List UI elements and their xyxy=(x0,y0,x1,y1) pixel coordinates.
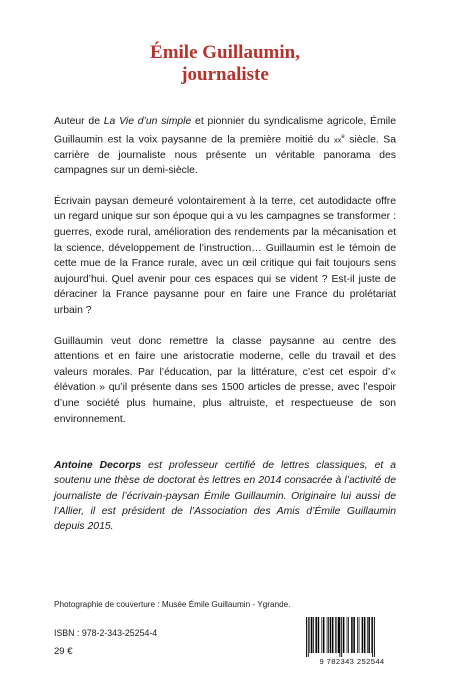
blurb-paragraph-1 xyxy=(54,114,396,179)
barcode-icon xyxy=(304,617,400,657)
book-title-line-1: Émile Guillaumin, xyxy=(150,42,300,63)
blurb-paragraph-2: Écrivain paysan demeuré volontairement à la terre, cet autodidacte offre un regard unique sur son époque qui a vu les campagnes se transformer : guerres, exode rural, amélioration des rendements par la mécanisation et la science, développement de l’instruction… Guillaumin est le témoin de cette mue de la France rurale, avec un œil critique qui fait toujours sens aujourd’hui. Quel avenir pour ces espaces qui se vident ? Est-il juste de déraciner la France paysanne pour en faire une France du prolétariat urbain ? xyxy=(54,195,396,316)
isbn: ISBN : 978-2-343-25254-4 xyxy=(54,628,158,638)
book-title-line-2: journaliste xyxy=(181,64,269,85)
book-reference-italic: La Vie d’un simple xyxy=(103,116,192,127)
author-bio-text: est professeur certifié de lettres classiques, et a soutenu une thèse de doctorat ès lettres en 2014 consacrée à l’activité de journaliste de l’écrivain-paysan Émile Guillaumin. Originaire lui aussi de l’Allier, il est président de l’Association des Amis d’Émile Guillaumin depuis 2015. xyxy=(54,460,396,533)
p1-before-italic: Auteur de xyxy=(54,116,104,127)
author-bio xyxy=(54,458,396,534)
century-roman: xx xyxy=(333,135,342,145)
century-superscript: e xyxy=(341,133,345,140)
barcode-number: 9 782343 252544 xyxy=(319,657,385,666)
author-name: Antoine Decorps xyxy=(54,460,142,471)
price: 29 € xyxy=(54,646,73,657)
book-title xyxy=(0,42,450,86)
back-cover-blurb xyxy=(54,114,396,442)
p1-after: siècle. Sa carrière de journaliste nous présente un véritable panorama des campagnes sur un demi-siècle. xyxy=(54,134,396,177)
photo-credit: Photographie de couverture : Musée Émile Guillaumin - Ygrande. xyxy=(54,600,291,609)
blurb-paragraph-3: Guillaumin veut donc remettre la classe paysanne au centre des attentions et en faire une aristocratie moderne, celle du travail et des valeurs morales. Par l’éducation, par la littérature, c’est cet espoir d’« élévation » qu’il présente dans ses 1500 articles de presse, avec l’espoir d’une société plus humaine, plus altruiste, et respectueuse de son environnement. xyxy=(54,335,396,425)
p1-middle: et pionnier du syndicalisme agricole, Émile Guillaumin est la voix paysanne de la première moitié du xyxy=(54,116,396,146)
